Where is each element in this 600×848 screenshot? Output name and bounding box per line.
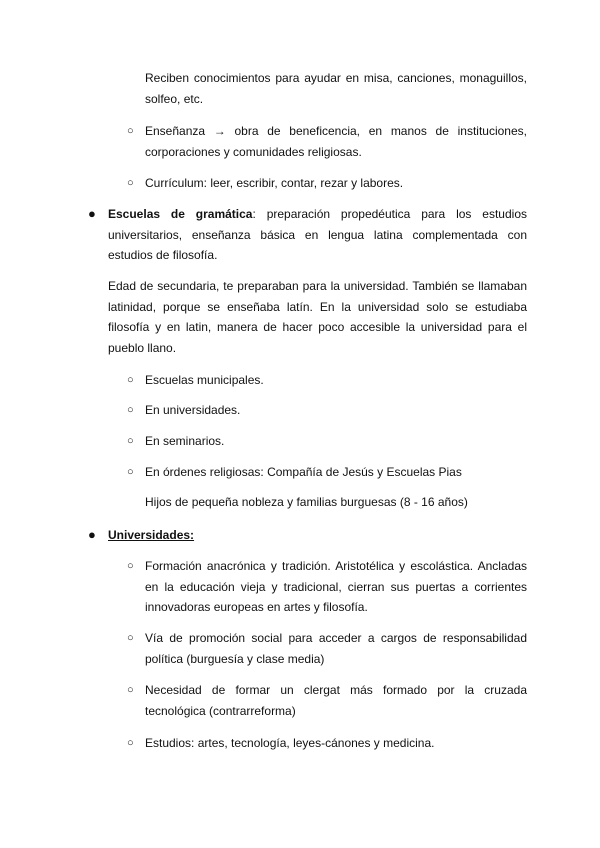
circle-bullet-icon: ○ (127, 404, 134, 416)
disc-bullet-icon: ● (88, 527, 96, 542)
list-item-text: Vía de promoción social para acceder a cargos de responsabilidad política (burguesía y clase media) (145, 631, 527, 666)
list-item (127, 733, 527, 754)
list-item-text: Escuelas municipales. (145, 373, 264, 387)
gramatica-note: Hijos de pequeña nobleza y familias burguesas (8 - 16 años) (145, 495, 468, 509)
list-item-text: Formación anacrónica y tradición. Aristotélica y escolástica. Ancladas en la educación vieja y tradicional, cierran sus puertas a corrientes innovadoras europeas en artes y filosofía. (145, 559, 527, 614)
list-item (127, 431, 527, 452)
circle-bullet-icon: ○ (127, 466, 134, 478)
list-item (127, 556, 527, 618)
circle-bullet-icon: ○ (127, 684, 134, 696)
list-item (127, 400, 527, 421)
list-item-text: En órdenes religiosas: Compañía de Jesús y Escuelas Pias (145, 465, 462, 479)
universidades-title: Universidades: (108, 528, 195, 542)
list-item-text: Estudios: artes, tecnología, leyes-cánones y medicina. (145, 736, 435, 750)
circle-bullet-icon: ○ (127, 374, 134, 386)
gramatica-text: : preparación propedéutica para los estudios universitarios, enseñanza básica en lengua latina complementada con estudios de filosofía. (108, 207, 527, 262)
universidades-item (88, 525, 527, 546)
circle-bullet-icon: ○ (127, 737, 134, 749)
circle-bullet-icon: ○ (127, 560, 134, 572)
list-item-text: Currículum: leer, escribir, contar, rezar y labores. (145, 176, 404, 190)
gramatica-title: Escuelas de gramática (108, 207, 253, 221)
list-item-text: Necesidad de formar un clergat más formado por la cruzada tecnológica (contrarreforma) (145, 683, 527, 718)
circle-bullet-icon: ○ (127, 125, 134, 137)
circle-bullet-icon: ○ (127, 632, 134, 644)
continuation-text: Reciben conocimientos para ayudar en misa, canciones, monaguillos, solfeo, etc. (145, 71, 527, 106)
list-item (127, 173, 527, 194)
list-item (127, 680, 527, 721)
list-item (127, 370, 527, 391)
circle-bullet-icon: ○ (127, 177, 134, 189)
list-item (127, 121, 527, 162)
list-item-text: En seminarios. (145, 434, 225, 448)
circle-bullet-icon: ○ (127, 435, 134, 447)
gramatica-item (88, 204, 527, 266)
gramatica-paragraph: Edad de secundaria, te preparaban para la universidad. También se llamaban latinidad, porque se enseñaba latín. En la universidad solo se estudiaba filosofía y en latin, manera de hacer poco accesible la universidad para el pueblo llano. (108, 279, 527, 355)
list-item (127, 462, 527, 483)
list-item (127, 628, 527, 669)
list-item-text: Enseñanza → obra de beneficencia, en manos de instituciones, corporaciones y comunidades religiosas. (145, 124, 527, 159)
disc-bullet-icon: ● (88, 206, 96, 221)
list-item-text: En universidades. (145, 403, 241, 417)
